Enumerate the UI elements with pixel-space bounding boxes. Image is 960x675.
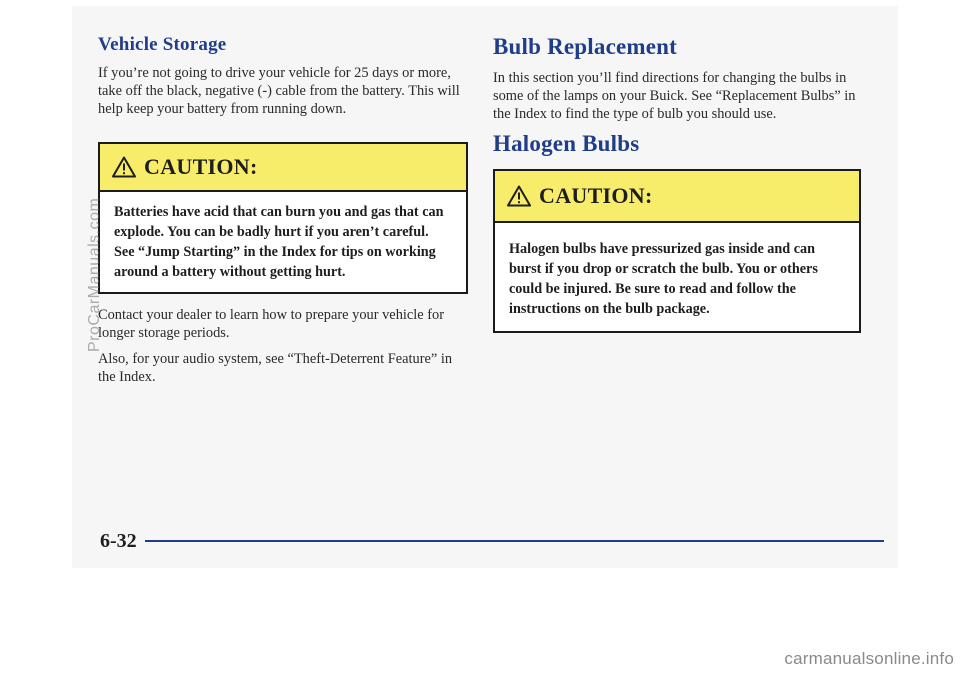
caution-text: Halogen bulbs have pressurized gas inside and can burst if you drop or scratch the bulb. You or others could be injured. Be sure to read and follow the instructions on the bulb package. <box>509 241 818 317</box>
footer-rule <box>145 540 884 542</box>
corner-watermark: carmanualsonline.info <box>784 649 954 668</box>
caution-header <box>495 171 859 223</box>
page-footer <box>100 530 884 552</box>
caution-label: CAUTION: <box>144 154 258 179</box>
battery-caution-box <box>98 142 468 294</box>
side-watermark: ProCarManuals.com <box>86 197 103 352</box>
bulb-replacement-intro: In this section you’ll find directions for changing the bulbs in some of the lamps on your Buick. See “Replacement Bulbs” in the Index to find the type of bulb you should use. <box>493 70 856 122</box>
caution-text: Batteries have acid that can burn you and gas that can explode. You can be badly hurt if you aren’t careful. See “Jump Starting” in the Index for tips on working around a battery without getting hurt. <box>114 204 444 280</box>
halogen-bulbs-heading: Halogen Bulbs <box>493 131 640 156</box>
caution-label: CAUTION: <box>539 183 653 208</box>
caution-header <box>100 144 466 192</box>
warning-triangle-icon <box>112 156 136 178</box>
left-column <box>98 34 468 394</box>
page-number: 6-32 <box>100 529 137 552</box>
audio-system-paragraph: Also, for your audio system, see “Theft-Deterrent Feature” in the Index. <box>98 351 453 385</box>
bulb-replacement-heading: Bulb Replacement <box>493 34 677 59</box>
right-column <box>493 34 873 333</box>
manual-page <box>72 6 898 568</box>
vehicle-storage-intro: If you’re not going to drive your vehicle for 25 days or more, take off the black, negative (-) cable from the battery. This will help keep your battery from running down. <box>98 65 460 117</box>
halogen-caution-box <box>493 169 861 333</box>
storage-dealer-paragraph: Contact your dealer to learn how to prepare your vehicle for longer storage periods. <box>98 307 445 341</box>
warning-triangle-icon <box>507 185 531 207</box>
vehicle-storage-heading: Vehicle Storage <box>98 34 227 55</box>
